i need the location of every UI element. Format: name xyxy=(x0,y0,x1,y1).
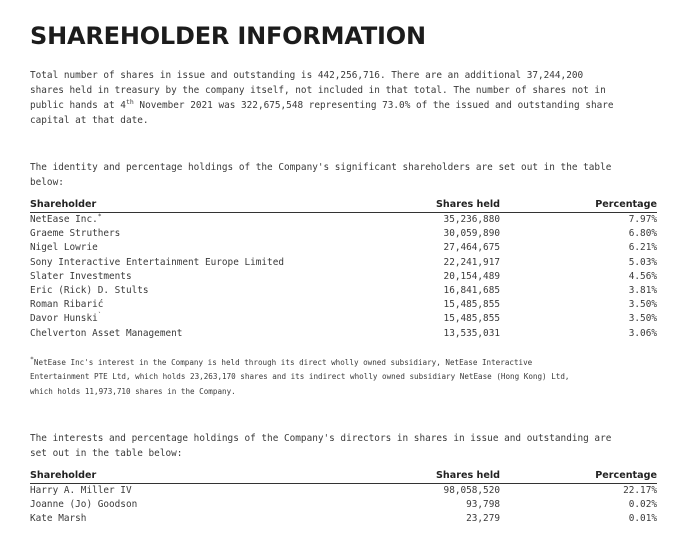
shares-held-cell: 93,798 xyxy=(466,499,500,511)
footnote-line-1-text: NetEase Inc's interest in the Company is held through its direct wholly owned subsidiary, NetEase Interactive xyxy=(33,358,533,367)
shareholder-name-cell xyxy=(30,512,86,526)
significant-shareholders-intro xyxy=(30,160,611,190)
percentage-cell: 6.80% xyxy=(628,228,657,240)
shareholder-name-cell xyxy=(30,298,103,312)
shareholder-name-cell xyxy=(30,241,98,255)
footnote-marker: * xyxy=(30,355,34,363)
table-row xyxy=(30,256,657,270)
table-row xyxy=(30,270,657,284)
shareholder-name-cell xyxy=(30,213,102,227)
shareholder-name: Harry A. Miller IV xyxy=(30,485,132,496)
table-row xyxy=(30,298,657,312)
directors-intro-line-2: set out in the table below: xyxy=(30,448,183,459)
footnote-line-3: which holds 11,973,710 shares in the Company. xyxy=(30,386,236,396)
significant-intro-line-1: The identity and percentage holdings of the Company's significant shareholders are set out in the table xyxy=(30,162,612,173)
table-row xyxy=(30,312,657,326)
footnote-line-1 xyxy=(30,356,569,370)
table-body xyxy=(30,213,657,341)
shareholder-name-cell xyxy=(30,327,182,341)
shareholder-name: Chelverton Asset Management xyxy=(30,327,183,339)
shares-held-cell: 13,535,031 xyxy=(443,327,500,339)
shares-held-cell: 15,485,855 xyxy=(443,313,500,325)
percentage-cell: 3.50% xyxy=(628,299,657,311)
shares-held-cell: 15,485,855 xyxy=(443,299,500,311)
shareholder-name: Sony Interactive Entertainment Europe Limited xyxy=(30,256,284,268)
percentage-cell: 3.50% xyxy=(628,313,657,325)
table-row xyxy=(30,227,657,241)
footnote-marker: ` xyxy=(97,311,102,320)
footnote-line-2: Entertainment PTE Ltd, which holds 23,263,170 shares and its indirect wholly owned subsidiary NetEase (Hong Kong) Ltd, xyxy=(30,372,570,382)
intro-line-3-start: public hands at 4 xyxy=(30,100,126,111)
directors-holdings-table xyxy=(30,470,657,527)
table-header xyxy=(30,470,657,484)
shareholder-name: NetEase Inc. xyxy=(30,214,98,225)
significant-intro-line-2: below: xyxy=(30,177,64,188)
percentage-cell: 0.02% xyxy=(628,499,657,511)
table-row xyxy=(30,213,657,227)
shares-held-cell: 35,236,880 xyxy=(443,214,500,225)
date-ordinal-suffix: th xyxy=(125,98,134,106)
shareholder-name: Slater Investments xyxy=(30,270,132,282)
shareholder-name: Roman Ribarić xyxy=(30,299,104,311)
shares-held-cell: 23,279 xyxy=(466,513,500,525)
footnote-marker: * xyxy=(97,212,102,220)
table-row xyxy=(30,241,657,255)
table-row xyxy=(30,512,657,526)
significant-shareholders-table xyxy=(30,199,657,341)
shares-held-cell: 30,059,890 xyxy=(443,228,500,240)
column-header-shares-held: Shares held xyxy=(436,470,500,481)
page-title: SHAREHOLDER INFORMATION xyxy=(30,22,426,50)
shareholder-name: Eric (Rick) D. Stults xyxy=(30,284,149,296)
shareholder-name: Nigel Lowrie xyxy=(30,242,98,254)
table-body xyxy=(30,484,657,527)
percentage-cell: 3.06% xyxy=(628,327,657,339)
percentage-cell: 7.97% xyxy=(628,214,657,225)
intro-line-3-end: November 2021 was 322,675,548 representing 73.0% of the issued and outstanding share xyxy=(133,100,614,111)
shareholder-name-cell xyxy=(30,498,137,512)
shareholder-name: Davor Hunski xyxy=(30,313,98,325)
shareholder-name-cell xyxy=(30,484,132,498)
column-header-shares-held: Shares held xyxy=(436,199,500,210)
percentage-cell: 3.81% xyxy=(628,284,657,296)
table-row xyxy=(30,484,657,498)
percentage-cell: 0.01% xyxy=(628,513,657,525)
shareholder-name: Kate Marsh xyxy=(30,513,87,525)
shareholder-name: Joanne (Jo) Goodson xyxy=(30,499,138,511)
table-row xyxy=(30,327,657,341)
intro-paragraph xyxy=(30,68,614,128)
table-row xyxy=(30,284,657,298)
shareholder-name-cell xyxy=(30,284,149,298)
table-row xyxy=(30,498,657,512)
column-header-percentage: Percentage xyxy=(595,199,657,210)
directors-intro xyxy=(30,431,611,461)
shares-held-cell: 98,058,520 xyxy=(443,485,500,496)
shares-held-cell: 27,464,675 xyxy=(443,242,500,254)
table-header xyxy=(30,199,657,213)
percentage-cell: 22.17% xyxy=(623,485,657,496)
shareholder-name-cell xyxy=(30,256,284,270)
intro-line-1: Total number of shares in issue and outstanding is 442,256,716. There are an additional 37,244,200 xyxy=(30,70,584,81)
percentage-cell: 5.03% xyxy=(628,256,657,268)
intro-line-3 xyxy=(30,98,614,113)
percentage-cell: 4.56% xyxy=(628,270,657,282)
shares-held-cell: 20,154,489 xyxy=(443,270,500,282)
column-header-shareholder: Shareholder xyxy=(30,199,97,210)
column-header-percentage: Percentage xyxy=(595,470,657,481)
netease-footnote xyxy=(30,356,569,399)
shareholder-name-cell xyxy=(30,312,102,326)
directors-intro-line-1: The interests and percentage holdings of the Company's directors in shares in issue and outstanding are xyxy=(30,433,612,444)
shares-held-cell: 22,241,917 xyxy=(443,256,500,268)
intro-line-2: shares held in treasury by the company itself, not included in that total. The number of shares not in xyxy=(30,85,606,96)
percentage-cell: 6.21% xyxy=(628,242,657,254)
column-header-shareholder: Shareholder xyxy=(30,470,97,481)
intro-line-4: capital at that date. xyxy=(30,115,149,126)
shareholder-name-cell xyxy=(30,227,120,241)
shares-held-cell: 16,841,685 xyxy=(443,284,500,296)
shareholder-name: Graeme Struthers xyxy=(30,228,121,240)
shareholder-name-cell xyxy=(30,270,132,284)
